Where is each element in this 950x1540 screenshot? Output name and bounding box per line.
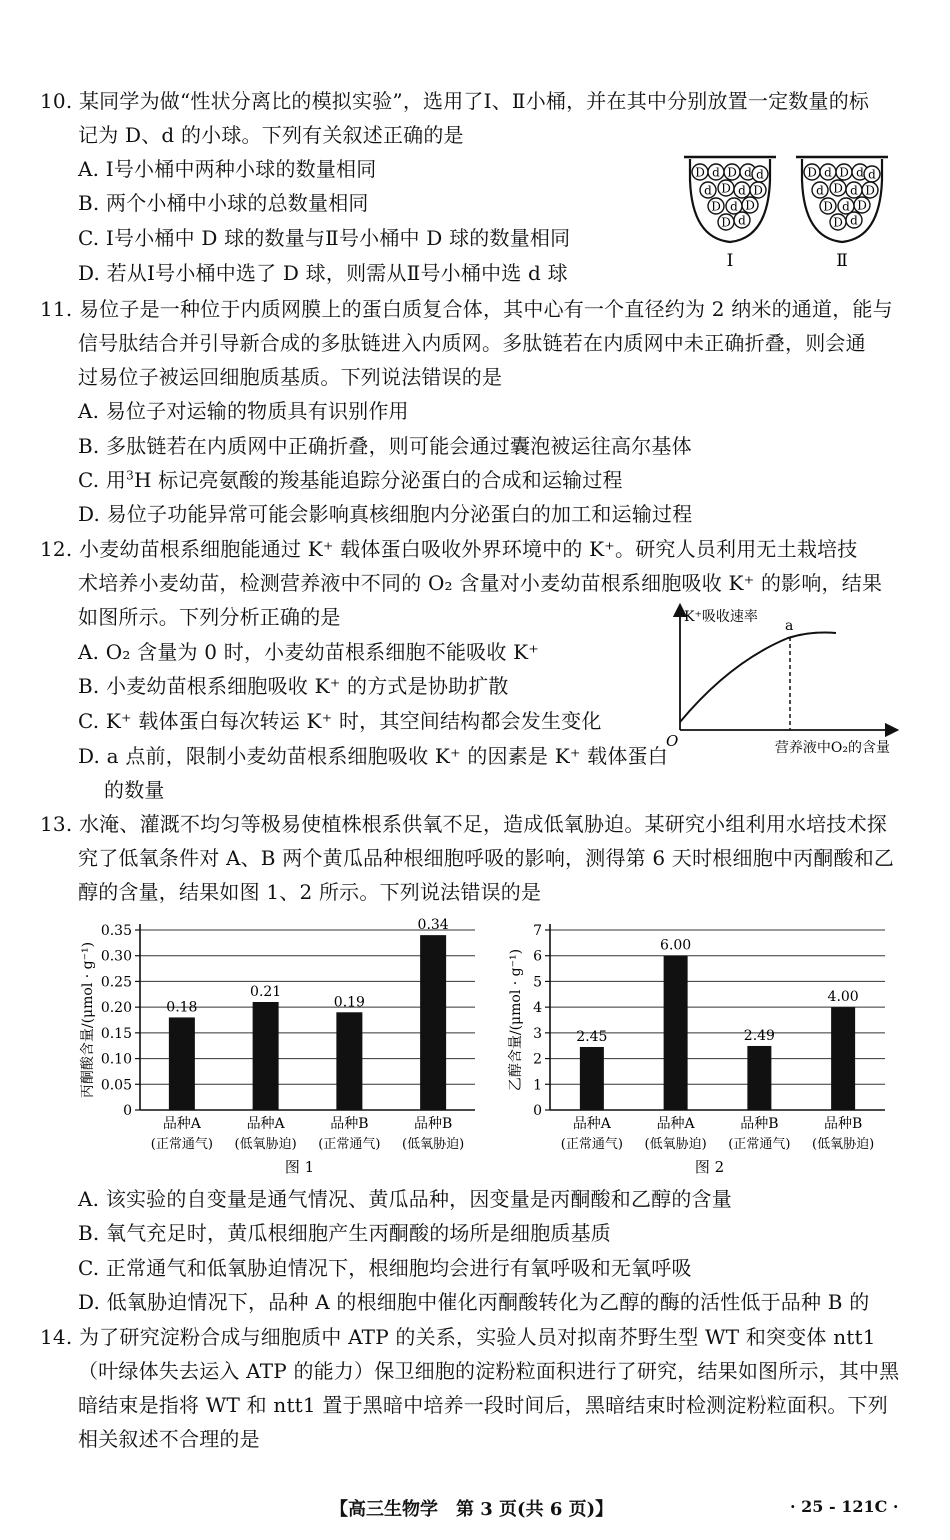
x-category-note: (正常通气): [150, 1137, 213, 1152]
q14-stem-line2: （叶绿体失去运入 ATP 的能力）保卫细胞的淀粉粒面积进行了研究，结果如图所示，其中黑: [78, 1359, 900, 1383]
k-chart-xlabel: 营养液中O₂的含量: [774, 740, 890, 756]
x-category-label: 品种A: [162, 1116, 201, 1132]
x-category-note: (低氧胁迫): [234, 1137, 297, 1152]
k-chart-ylabel: K⁺吸收速率: [684, 609, 758, 625]
ball-label-1-3: d: [744, 165, 752, 180]
y-tick-label: 6: [533, 948, 542, 965]
q13-option-b: B. 氧气充足时，黄瓜根细胞产生丙酮酸的场所是细胞质基质: [78, 1221, 612, 1245]
bar-0: [169, 1017, 195, 1110]
k-chart-point-a: a: [785, 618, 794, 634]
q10-option-c: C. Ⅰ号小桶中 D 球的数量与Ⅱ号小桶中 D 球的数量相同: [78, 226, 571, 250]
q10-option-b: B. 两个小桶中小球的总数量相同: [78, 191, 369, 215]
y-tick-label: 2: [533, 1051, 542, 1068]
ball-label-1-5: d: [704, 183, 712, 198]
bucket-1: [684, 157, 776, 271]
y-tick-label: 0.25: [100, 974, 132, 991]
q13-option-d: D. 低氧胁迫情况下，品种 A 的根细胞中催化丙酮酸转化为乙醇的酶的活性低于品种 B 的: [78, 1290, 870, 1314]
ball-label-2-2: D: [839, 165, 849, 180]
ball-label-1-6: D: [721, 181, 731, 196]
q10-option-d: D. 若从Ⅰ号小桶中选了 D 球，则需从Ⅱ号小桶中选 d 球: [78, 261, 568, 285]
x-category-label: 品种B: [413, 1116, 453, 1132]
ball-label-2-4: d: [868, 167, 876, 182]
q12-option-a: A. O₂ 含量为 0 时，小麦幼苗根系细胞不能吸收 K⁺: [78, 640, 540, 664]
bar-value-label: 6.00: [660, 937, 692, 954]
ball-label-2-13: d: [850, 213, 858, 228]
q12-option-c: C. K⁺ 载体蛋白每次转运 K⁺ 时，其空间结构都会发生变化: [78, 709, 602, 733]
x-category-label: 品种B: [330, 1116, 369, 1132]
k-uptake-chart: [660, 600, 900, 760]
bar-value-label: 2.49: [743, 1027, 775, 1044]
q11-option-b: B. 多肽链若在内质网中正确折叠，则可能会通过囊泡被运往高尔基体: [78, 434, 692, 458]
y-tick-label: 0.20: [100, 1000, 132, 1017]
y-tick-label: 0.15: [100, 1025, 132, 1042]
q12-option-d: D. a 点前，限制小麦幼苗根系细胞吸收 K⁺ 的因素是 K⁺ 载体蛋白: [78, 744, 668, 768]
ethanol-bar-chart: [500, 910, 900, 1180]
ball-label-2-11: D: [857, 198, 867, 213]
bar-value-label: 0.21: [250, 984, 282, 1000]
ball-label-1-11: D: [745, 198, 755, 213]
bar-2: [747, 1046, 771, 1110]
ball-label-2-0: D: [807, 165, 817, 180]
ball-label-2-7: d: [850, 183, 858, 198]
q14-stem-line1: 14. 为了研究淀粉合成与细胞质中 ATP 的关系，实验人员对拟南芥野生型 WT 和突变体 ntt1: [40, 1325, 876, 1349]
ball-label-2-12: D: [833, 215, 843, 230]
chart-title: 图 1: [284, 1158, 315, 1176]
y-tick-label: 0.35: [100, 923, 132, 939]
x-category-label: 品种B: [823, 1116, 863, 1132]
x-category-label: 品种A: [572, 1116, 611, 1132]
q11-stem-line1: 11. 易位子是一种位于内质网膜上的蛋白质复合体，其中心有一个直径约为 2 纳米的通道，能与: [40, 297, 893, 321]
y-tick-label: 5: [533, 974, 542, 991]
q11-option-a: A. 易位子对运输的物质具有识别作用: [78, 399, 409, 423]
y-axis-label: 丙酮酸含量/(μmol · g⁻¹): [80, 941, 96, 1099]
q11-stem-line3: 过易位子被运回细胞质基质。下列说法错误的是: [78, 365, 503, 389]
q13-option-a: A. 该实验的自变量是通气情况、黄瓜品种，因变量是丙酮酸和乙醇的含量: [78, 1187, 732, 1211]
ball-label-2-1: d: [824, 165, 832, 180]
q11-option-c-superscript: 3: [126, 468, 134, 483]
bar-value-label: 0.19: [333, 994, 365, 1011]
q13-option-c: C. 正常通气和低氧胁迫情况下，根细胞均会进行有氧呼吸和无氧呼吸: [78, 1256, 692, 1280]
q12-stem-line3: 如图所示。下列分析正确的是: [78, 605, 341, 629]
q13-stem-line2: 究了低氧条件对 A、B 两个黄瓜品种根细胞呼吸的影响，测得第 6 天时根细胞中丙酮酸和乙: [78, 846, 895, 870]
y-tick-label: 7: [533, 923, 542, 939]
ball-label-1-2: D: [727, 165, 737, 180]
ball-label-2-8: D: [865, 183, 875, 198]
ball-label-2-6: D: [833, 181, 843, 196]
page-footer: 【高三生物学 第 3 页(共 6 页)】: [330, 1499, 614, 1520]
k-chart-curve: [680, 633, 836, 722]
k-chart-origin: O: [666, 732, 679, 750]
ball-label-1-12: D: [721, 215, 731, 230]
ball-label-2-3: d: [856, 165, 864, 180]
bar-2: [336, 1012, 362, 1110]
ball-label-2-10: d: [842, 199, 850, 214]
bar-3: [831, 1007, 855, 1110]
q11-option-d: D. 易位子功能异常可能会影响真核细胞内分泌蛋白的加工和运输过程: [78, 502, 693, 526]
bucket-2: [796, 157, 888, 271]
q10-option-a: A. Ⅰ号小桶中两种小球的数量相同: [78, 157, 377, 181]
ball-label-1-8: D: [753, 183, 763, 198]
ball-label-1-13: d: [738, 213, 746, 228]
q14-stem-line3: 暗结束是指将 WT 和 ntt1 置于黑暗中培养一段时间后，黑暗结束时检测淀粉粒面积。下列: [78, 1393, 889, 1417]
q11-option-c-prefix: C. 用: [78, 468, 127, 492]
x-category-note: (正常通气): [560, 1137, 623, 1152]
x-category-note: (正常通气): [318, 1137, 381, 1152]
y-axis-label: 乙醇含量/(μmol · g⁻¹): [508, 948, 524, 1092]
x-category-note: (正常通气): [728, 1137, 791, 1152]
y-tick-label: 0.05: [100, 1077, 132, 1094]
y-tick-label: 0: [123, 1103, 132, 1119]
ball-label-2-5: d: [816, 183, 824, 198]
y-tick-label: 0.10: [100, 1051, 132, 1068]
x-category-note: (低氧胁迫): [402, 1137, 465, 1152]
q12-option-b: B. 小麦幼苗根系细胞吸收 K⁺ 的方式是协助扩散: [78, 674, 509, 698]
q13-stem-line3: 醇的含量，结果如图 1、2 所示。下列说法错误的是: [78, 880, 542, 904]
ball-label-1-7: d: [738, 183, 746, 198]
bar-3: [420, 935, 446, 1110]
bar-0: [580, 1047, 604, 1110]
bar-1: [664, 956, 688, 1110]
q13-stem-line1: 13. 水淹、灌溉不均匀等极易使植株根系供氧不足，造成低氧胁迫。某研究小组利用水培技术探: [40, 812, 887, 836]
q10-stem-line2: 记为 D、d 的小球。下列有关叙述正确的是: [78, 123, 464, 147]
q11-option-c: [78, 467, 623, 493]
x-category-label: 品种A: [246, 1116, 285, 1132]
q12-stem-line1: 12. 小麦幼苗根系细胞能通过 K⁺ 载体蛋白吸收外界环境中的 K⁺。研究人员利用无土栽培技: [40, 537, 858, 561]
ball-label-1-9: D: [711, 199, 721, 214]
ball-label-1-10: d: [730, 199, 738, 214]
q11-option-c-rest: H 标记亮氨酸的羧基能追踪分泌蛋白的合成和运输过程: [133, 468, 623, 492]
ball-label-2-9: D: [823, 199, 833, 214]
bucket-1-label: Ⅰ: [726, 251, 734, 271]
ball-label-1-1: d: [712, 165, 720, 180]
ball-label-1-0: D: [695, 165, 705, 180]
y-tick-label: 3: [533, 1025, 542, 1042]
q14-stem-line4: 相关叙述不合理的是: [78, 1427, 260, 1451]
q12-option-d-cont: 的数量: [104, 778, 165, 802]
y-tick-label: 0.30: [100, 948, 132, 965]
ball-label-1-4: d: [756, 167, 764, 182]
pyruvate-bar-chart: [70, 910, 490, 1180]
paper-code: · 25 - 121C ·: [790, 1497, 899, 1516]
bucket-2-label: Ⅱ: [836, 251, 848, 271]
x-category-note: (低氧胁迫): [812, 1137, 875, 1152]
bar-value-label: 0.18: [166, 999, 198, 1016]
q12-stem-line2: 术培养小麦幼苗，检测营养液中不同的 O₂ 含量对小麦幼苗根系细胞吸收 K⁺ 的影响，结果: [78, 571, 883, 595]
q10-stem-line1: 10. 某同学为做“性状分离比的模拟实验”，选用了Ⅰ、Ⅱ小桶，并在其中分别放置一定数量的标: [40, 89, 870, 113]
x-category-label: 品种B: [740, 1116, 779, 1132]
bar-value-label: 2.45: [576, 1029, 608, 1045]
x-category-note: (低氧胁迫): [644, 1137, 707, 1152]
y-tick-label: 0: [533, 1103, 542, 1119]
bar-value-label: 0.34: [417, 917, 449, 934]
x-category-label: 品种A: [656, 1116, 695, 1132]
y-tick-label: 4: [533, 1000, 542, 1017]
chart-title: 图 2: [694, 1158, 725, 1176]
bar-value-label: 4.00: [827, 989, 859, 1006]
y-tick-label: 1: [533, 1077, 542, 1094]
bucket-figure: [680, 150, 920, 275]
q11-stem-line2: 信号肽结合并引导新合成的多肽链进入内质网。多肽链若在内质网中未正确折叠，则会通: [78, 331, 866, 355]
bar-1: [253, 1002, 279, 1110]
